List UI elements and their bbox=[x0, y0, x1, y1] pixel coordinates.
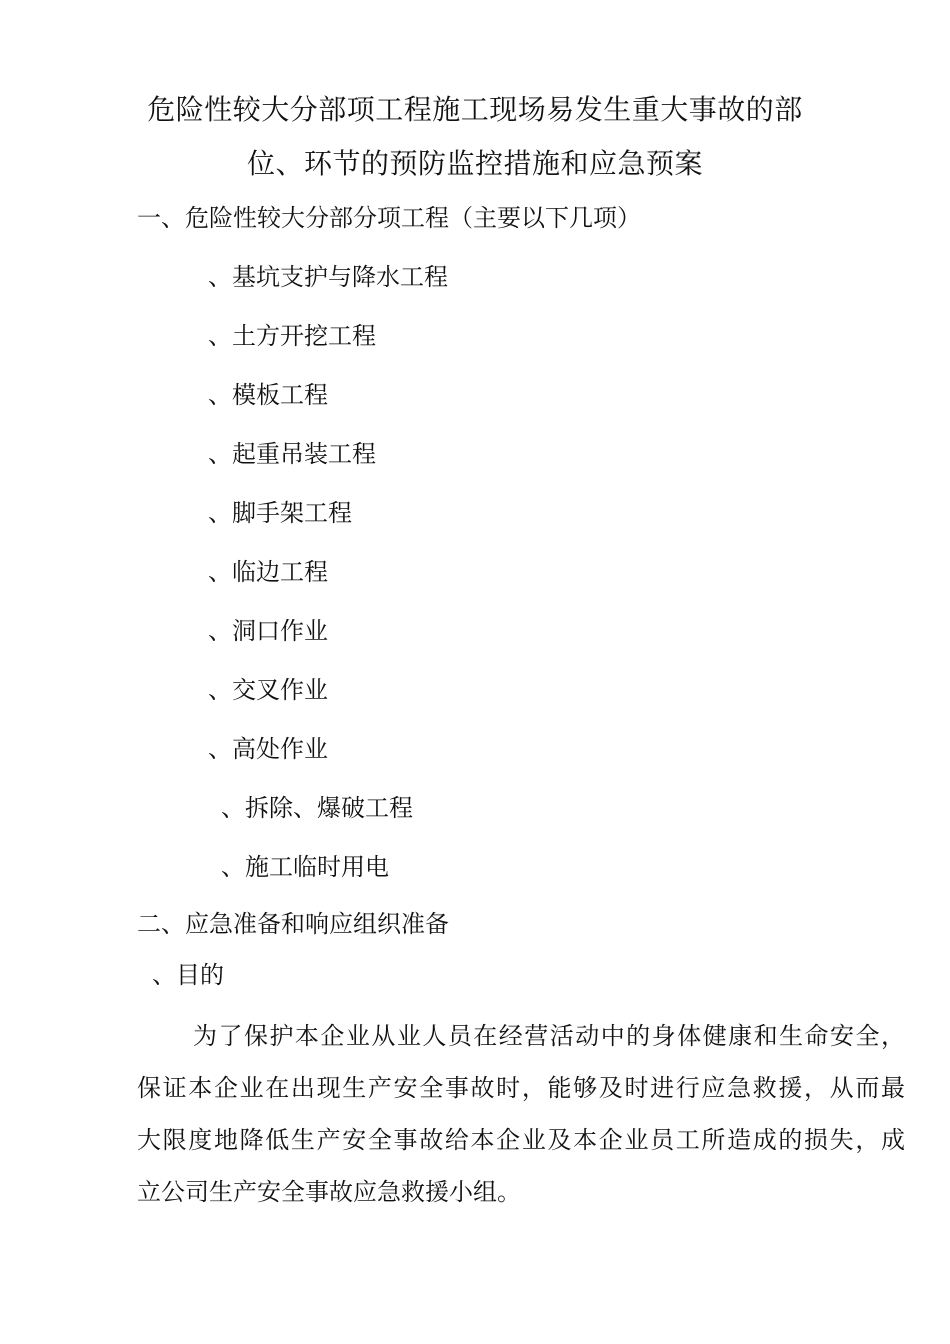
list-item: 、起重吊装工程 bbox=[208, 440, 376, 468]
paragraph-line: 大限度地降低生产安全事故给本企业及本企业员工所造成的损失，成 bbox=[137, 1126, 905, 1154]
purpose-paragraph bbox=[137, 1010, 905, 1218]
list-item: 、土方开挖工程 bbox=[208, 322, 376, 350]
list-item: 、交叉作业 bbox=[208, 676, 328, 704]
paragraph-line: 保证本企业在出现生产安全事故时，能够及时进行应急救援，从而最 bbox=[137, 1074, 905, 1102]
document-title-line-2: 位、环节的预防监控措施和应急预案 bbox=[246, 147, 703, 180]
document-title-line-1: 危险性较大分部项工程施工现场易发生重大事故的部 bbox=[147, 93, 803, 126]
section-1-heading: 一、危险性较大分部分项工程（主要以下几项） bbox=[137, 204, 641, 232]
list-item: 、临边工程 bbox=[208, 558, 328, 586]
list-item: 、模板工程 bbox=[208, 381, 328, 409]
list-item: 、拆除、爆破工程 bbox=[221, 794, 413, 822]
list-item: 、高处作业 bbox=[208, 735, 328, 763]
purpose-subheading: 、目的 bbox=[152, 961, 224, 989]
list-item: 、脚手架工程 bbox=[208, 499, 352, 527]
list-item: 、基坑支护与降水工程 bbox=[208, 263, 448, 291]
paragraph-line: 立公司生产安全事故应急救援小组。 bbox=[137, 1178, 521, 1206]
list-item: 、施工临时用电 bbox=[221, 853, 389, 881]
list-item: 、洞口作业 bbox=[208, 617, 328, 645]
section-2-heading: 二、应急准备和响应组织准备 bbox=[137, 910, 449, 938]
paragraph-line: 为了保护本企业从业人员在经营活动中的身体健康和生命安全， bbox=[193, 1022, 905, 1050]
